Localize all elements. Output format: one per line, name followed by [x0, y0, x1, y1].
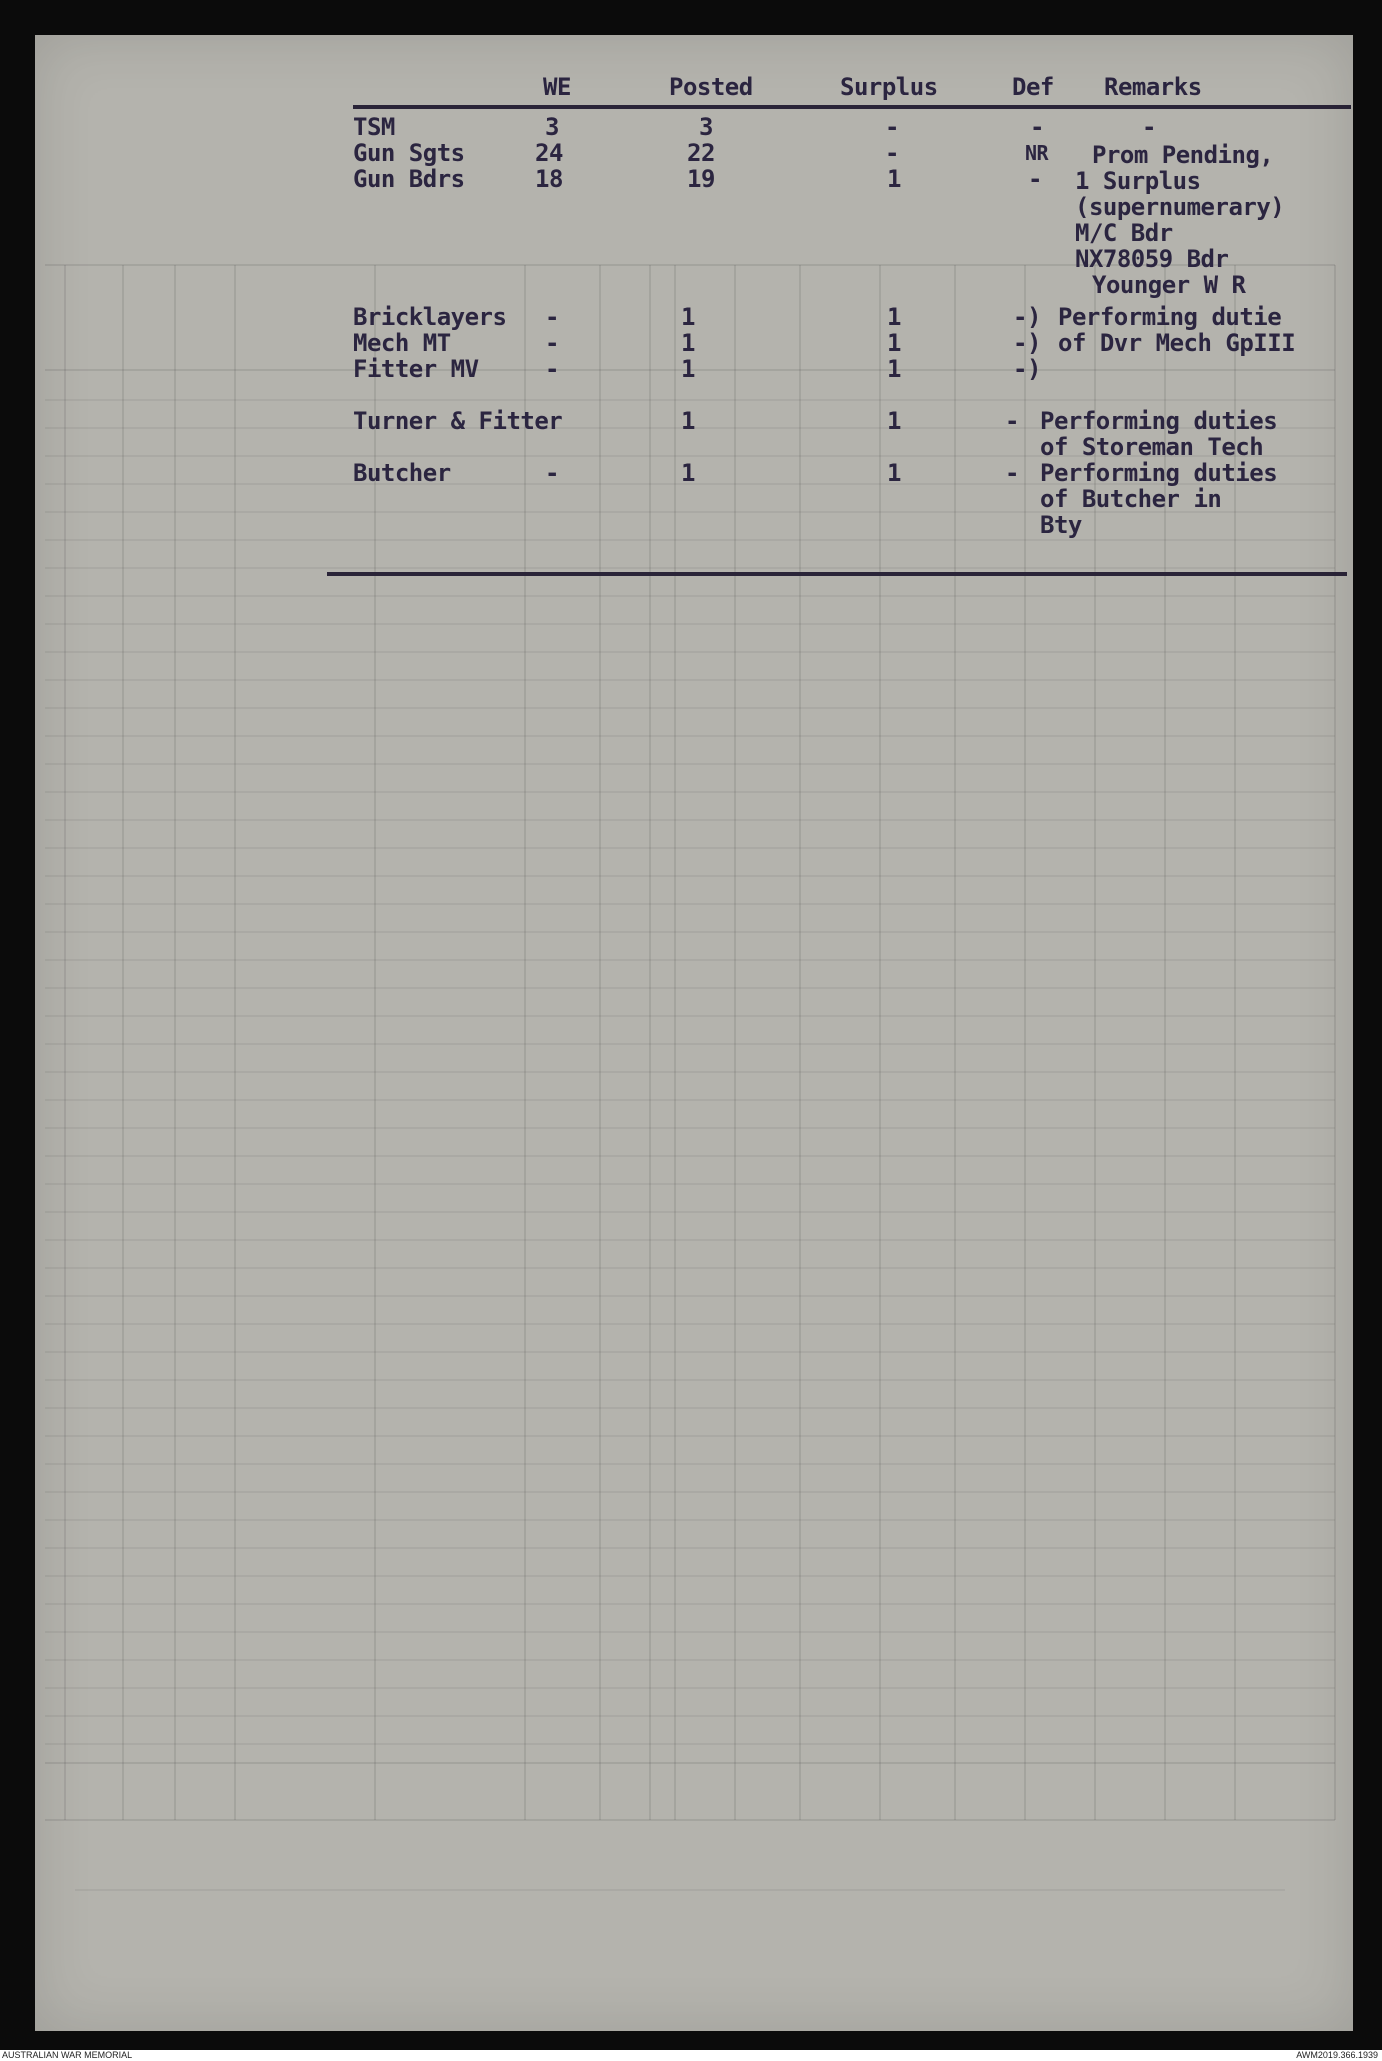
trade-mechmt-we: - [545, 329, 559, 357]
trade-turner-dash: - [1005, 407, 1019, 435]
footer-bar [0, 2050, 1382, 2061]
row-gunsgts-surplus: - [885, 139, 899, 167]
trade-turner-remarks-1: Performing duties [1040, 407, 1278, 435]
trade-bricklayers-name: Bricklayers [353, 303, 507, 331]
row-gunsgts-def: NR [1025, 141, 1049, 165]
trade-turner-posted: 1 [681, 407, 695, 435]
row-tsm-def: - [1030, 113, 1044, 141]
trade-fittermv-bracket: -) [1013, 355, 1041, 383]
trade-butcher-remarks-1: Performing duties [1040, 459, 1278, 487]
trade-turner-surplus: 1 [887, 407, 901, 435]
row-gunbdrs-posted: 19 [687, 165, 715, 193]
row-tsm-posted: 3 [699, 113, 713, 141]
trade-bricklayers-we: - [545, 303, 559, 331]
row-gunbdrs-name: Gun Bdrs [353, 165, 465, 193]
closing-rule [327, 572, 1347, 576]
trade-fittermv-surplus: 1 [887, 355, 901, 383]
row-gunbdrs-def: - [1028, 165, 1042, 193]
trade-bricklayers-remarks: Performing dutie [1058, 303, 1282, 331]
row-tsm-surplus: - [885, 113, 899, 141]
row-gunbdrs-remarks: 1 Surplus [1075, 167, 1201, 195]
document-sheet [35, 35, 1353, 2031]
trade-fittermv-we: - [545, 355, 559, 383]
row-tsm-name: TSM [353, 113, 395, 141]
trade-mechmt-bracket: -) [1013, 329, 1041, 357]
surplus-note-line-2: M/C Bdr [1075, 219, 1173, 247]
trade-turner-remarks-2: of Storeman Tech [1040, 433, 1264, 461]
header-rule [353, 105, 1351, 109]
row-gunsgts-name: Gun Sgts [353, 139, 465, 167]
row-gunsgts-we: 24 [535, 139, 563, 167]
trade-butcher-posted: 1 [681, 459, 695, 487]
trade-mechmt-posted: 1 [681, 329, 695, 357]
trade-butcher-dash: - [1005, 459, 1019, 487]
surplus-note-line-3: NX78059 Bdr [1075, 245, 1229, 273]
footer-credit: AUSTRALIAN WAR MEMORIAL [2, 2050, 133, 2060]
header-we: WE [543, 73, 571, 101]
trade-butcher-name: Butcher [353, 459, 451, 487]
row-tsm-we: 3 [545, 113, 559, 141]
trade-mechmt-name: Mech MT [353, 329, 451, 357]
header-posted: Posted [669, 73, 753, 101]
trade-butcher-we: - [545, 459, 559, 487]
trade-butcher-surplus: 1 [887, 459, 901, 487]
trade-butcher-remarks-2: of Butcher in [1040, 485, 1222, 513]
trade-mechmt-surplus: 1 [887, 329, 901, 357]
trade-fittermv-posted: 1 [681, 355, 695, 383]
trade-fittermv-name: Fitter MV [353, 355, 479, 383]
trade-bricklayers-surplus: 1 [887, 303, 901, 331]
header-remarks: Remarks [1104, 73, 1202, 101]
surplus-note-line-4: Younger W R [1092, 271, 1246, 299]
row-gunbdrs-we: 18 [535, 165, 563, 193]
trade-butcher-remarks-3: Bty [1040, 511, 1082, 539]
trade-mechmt-remarks: of Dvr Mech GpIII [1058, 329, 1296, 357]
header-surplus: Surplus [840, 73, 938, 101]
footer-accession-number: AWM2019.366.1939 [1296, 2050, 1378, 2060]
row-gunsgts-posted: 22 [687, 139, 715, 167]
surplus-note-line-1: (supernumerary) [1075, 193, 1285, 221]
row-tsm-remarks: - [1142, 113, 1156, 141]
row-gunbdrs-surplus: 1 [887, 165, 901, 193]
row-gunsgts-remarks: Prom Pending, [1092, 141, 1274, 169]
trade-bricklayers-bracket: -) [1013, 303, 1041, 331]
trade-turner-name: Turner & Fitter [353, 407, 563, 435]
trade-bricklayers-posted: 1 [681, 303, 695, 331]
header-def: Def [1012, 73, 1054, 101]
